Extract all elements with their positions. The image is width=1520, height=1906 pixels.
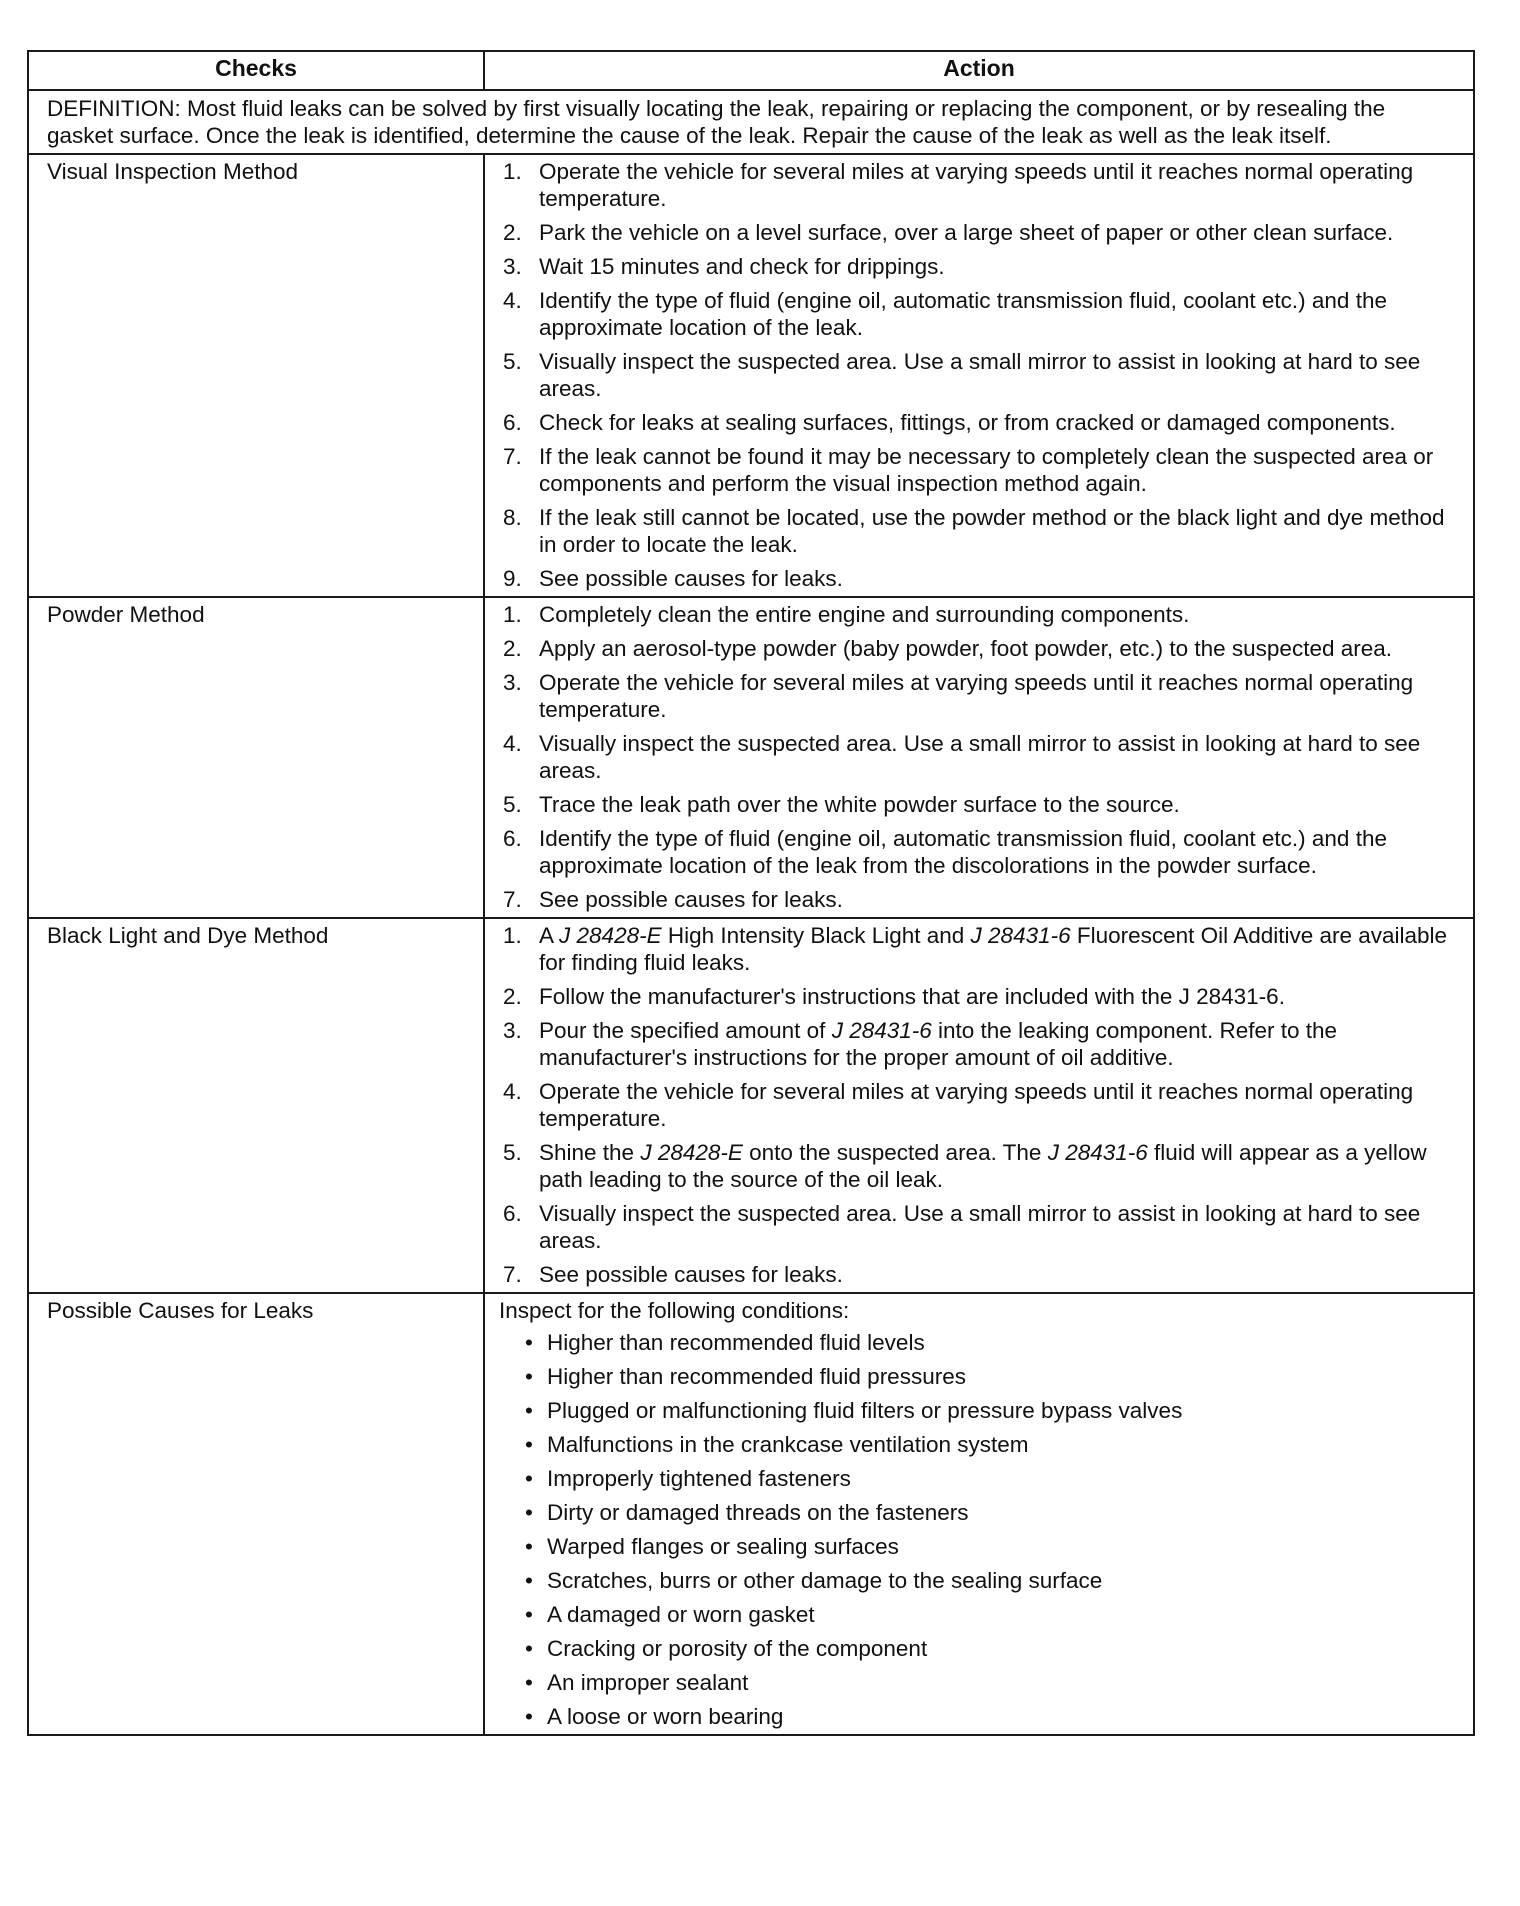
step-text: Wait 15 minutes and check for drippings. xyxy=(539,254,945,279)
cause-text: Malfunctions in the crankcase ventilation system xyxy=(547,1432,1029,1457)
step-text: Visually inspect the suspected area. Use a small mirror to assist in looking at hard to see areas. xyxy=(539,731,1421,783)
cause-text: Cracking or porosity of the component xyxy=(547,1636,928,1661)
list-item xyxy=(525,1635,1463,1662)
step-text-part: Fluorescent Oil Additive are available for finding fluid leaks. xyxy=(539,923,1448,975)
step-number: 5. xyxy=(503,792,522,817)
cause-text: Higher than recommended fluid pressures xyxy=(547,1364,966,1389)
bullet-icon: • xyxy=(525,1670,533,1695)
powder-method-steps xyxy=(499,601,1463,913)
step-item xyxy=(499,287,1463,341)
check-label-black-light-method: Black Light and Dye Method xyxy=(28,918,484,1293)
step-text-part: onto the suspected area. The xyxy=(742,1140,1048,1165)
step-number: 4. xyxy=(503,1079,522,1104)
step-text: Trace the leak path over the white powder surface to the source. xyxy=(539,792,1180,817)
bullet-icon: • xyxy=(525,1704,533,1729)
step-text: Visually inspect the suspected area. Use a small mirror to assist in looking at hard to see areas. xyxy=(539,1201,1421,1253)
step-text: Completely clean the entire engine and surrounding components. xyxy=(539,602,1190,627)
action-column-header: Action xyxy=(484,51,1474,90)
step-text-part: Shine the xyxy=(539,1140,641,1165)
step-number: 1. xyxy=(503,923,522,948)
header-row xyxy=(28,51,1474,90)
cause-text: An improper sealant xyxy=(547,1670,749,1695)
check-label-visual-inspection: Visual Inspection Method xyxy=(28,154,484,597)
step-text: Identify the type of fluid (engine oil, automatic transmission fluid, coolant etc.) and the approximate location of the leak. xyxy=(539,288,1387,340)
step-number: 6. xyxy=(503,1201,522,1226)
step-item xyxy=(499,409,1463,436)
step-text-part: fluid will appear as a yellow path leading to the source of the oil leak. xyxy=(539,1140,1427,1192)
causes-list xyxy=(499,1329,1463,1730)
visual-inspection-row xyxy=(28,154,1474,597)
cause-text: Plugged or malfunctioning fluid filters or pressure bypass valves xyxy=(547,1398,1183,1423)
definition-row xyxy=(28,90,1474,154)
bullet-icon: • xyxy=(525,1466,533,1491)
cause-text: Scratches, burrs or other damage to the sealing surface xyxy=(547,1568,1103,1593)
step-item xyxy=(499,348,1463,402)
tool-reference: J 28431-6 xyxy=(1047,1140,1148,1165)
step-text xyxy=(539,1139,1463,1193)
step-number: 6. xyxy=(503,826,522,851)
step-number: 2. xyxy=(503,984,522,1009)
bullet-icon: • xyxy=(525,1500,533,1525)
cause-text: Dirty or damaged threads on the fasteners xyxy=(547,1500,969,1525)
list-item xyxy=(525,1669,1463,1696)
powder-method-row xyxy=(28,597,1474,918)
step-text xyxy=(539,922,1463,976)
cause-text: Higher than recommended fluid levels xyxy=(547,1330,925,1355)
step-item xyxy=(499,219,1463,246)
step-text-part: Pour the specified amount of xyxy=(539,1018,832,1043)
bullet-icon: • xyxy=(525,1568,533,1593)
step-number: 7. xyxy=(503,887,522,912)
step-number: 5. xyxy=(503,349,522,374)
step-item xyxy=(499,886,1463,913)
step-text: Park the vehicle on a level surface, over a large sheet of paper or other clean surface. xyxy=(539,220,1394,245)
step-text xyxy=(539,1017,1463,1071)
fluid-leak-diagnosis-table xyxy=(27,50,1475,1736)
step-number: 2. xyxy=(503,220,522,245)
definition-text: DEFINITION: Most fluid leaks can be solved by first visually locating the leak, repairing or replacing the component, or by resealing the gasket surface. Once the leak is identified, determine the cause of the leak. Repair the cause of the leak as well as the leak itself. xyxy=(28,90,1474,154)
black-light-method-steps xyxy=(499,922,1463,1288)
step-text: See possible causes for leaks. xyxy=(539,887,843,912)
step-text: Apply an aerosol-type powder (baby powder, foot powder, etc.) to the suspected area. xyxy=(539,636,1393,661)
step-item xyxy=(499,1078,1463,1132)
step-text: See possible causes for leaks. xyxy=(539,566,843,591)
step-item xyxy=(499,253,1463,280)
step-item xyxy=(499,825,1463,879)
step-item xyxy=(499,601,1463,628)
step-text: Check for leaks at sealing surfaces, fittings, or from cracked or damaged components. xyxy=(539,410,1396,435)
step-text: See possible causes for leaks. xyxy=(539,1262,843,1287)
step-number: 4. xyxy=(503,731,522,756)
tool-reference: J 28428-E xyxy=(640,1140,743,1165)
step-number: 3. xyxy=(503,670,522,695)
bullet-icon: • xyxy=(525,1534,533,1559)
action-cell-visual-inspection xyxy=(484,154,1474,597)
step-number: 3. xyxy=(503,254,522,279)
list-item xyxy=(525,1601,1463,1628)
visual-inspection-steps xyxy=(499,158,1463,592)
step-item xyxy=(499,504,1463,558)
bullet-icon: • xyxy=(525,1364,533,1389)
step-item xyxy=(499,635,1463,662)
possible-causes-row xyxy=(28,1293,1474,1735)
step-number: 1. xyxy=(503,159,522,184)
cause-text: A loose or worn bearing xyxy=(547,1704,784,1729)
step-item xyxy=(499,1017,1463,1071)
step-item xyxy=(499,158,1463,212)
cause-text: Improperly tightened fasteners xyxy=(547,1466,851,1491)
list-item xyxy=(525,1363,1463,1390)
tool-reference: J 28428-E xyxy=(559,923,662,948)
step-item xyxy=(499,922,1463,976)
step-item xyxy=(499,1261,1463,1288)
step-number: 7. xyxy=(503,1262,522,1287)
list-item xyxy=(525,1567,1463,1594)
list-item xyxy=(525,1533,1463,1560)
bullet-icon: • xyxy=(525,1330,533,1355)
action-cell-black-light-method xyxy=(484,918,1474,1293)
step-item xyxy=(499,730,1463,784)
step-text: Follow the manufacturer's instructions that are included with the J 28431-6. xyxy=(539,984,1285,1009)
step-number: 2. xyxy=(503,636,522,661)
step-text: Identify the type of fluid (engine oil, automatic transmission fluid, coolant etc.) and the approximate location of the leak from the discolorations in the powder surface. xyxy=(539,826,1387,878)
action-cell-powder-method xyxy=(484,597,1474,918)
bullet-icon: • xyxy=(525,1432,533,1457)
step-number: 6. xyxy=(503,410,522,435)
step-text: Operate the vehicle for several miles at varying speeds until it reaches normal operating temperature. xyxy=(539,670,1414,722)
step-text-part: A xyxy=(539,923,560,948)
cause-text: A damaged or worn gasket xyxy=(547,1602,815,1627)
step-text: If the leak still cannot be located, use the powder method or the black light and dye method in order to locate the leak. xyxy=(539,505,1445,557)
tool-reference: J 28431-6 xyxy=(831,1018,932,1043)
step-text: Operate the vehicle for several miles at varying speeds until it reaches normal operating temperature. xyxy=(539,159,1414,211)
step-number: 3. xyxy=(503,1018,522,1043)
step-text-part: into the leaking component. Refer to the manufacturer's instructions for the proper amount of oil additive. xyxy=(539,1018,1338,1070)
step-number: 9. xyxy=(503,566,522,591)
step-number: 1. xyxy=(503,602,522,627)
step-item xyxy=(499,1200,1463,1254)
bullet-icon: • xyxy=(525,1636,533,1661)
list-item xyxy=(525,1465,1463,1492)
step-text-part: High Intensity Black Light and xyxy=(661,923,971,948)
step-text: If the leak cannot be found it may be necessary to completely clean the suspected area or components and perform the visual inspection method again. xyxy=(539,444,1434,496)
list-item xyxy=(525,1431,1463,1458)
cause-text: Warped flanges or sealing surfaces xyxy=(547,1534,899,1559)
step-number: 7. xyxy=(503,444,522,469)
action-cell-possible-causes xyxy=(484,1293,1474,1735)
step-text: Operate the vehicle for several miles at varying speeds until it reaches normal operating temperature. xyxy=(539,1079,1414,1131)
tool-reference: J 28431-6 xyxy=(970,923,1071,948)
causes-intro: Inspect for the following conditions: xyxy=(499,1298,850,1323)
list-item xyxy=(525,1397,1463,1424)
step-item xyxy=(499,1139,1463,1193)
step-number: 4. xyxy=(503,288,522,313)
step-item xyxy=(499,443,1463,497)
list-item xyxy=(525,1329,1463,1356)
step-item xyxy=(499,791,1463,818)
step-item xyxy=(499,669,1463,723)
step-item xyxy=(499,565,1463,592)
black-light-method-row xyxy=(28,918,1474,1293)
check-label-powder-method: Powder Method xyxy=(28,597,484,918)
list-item xyxy=(525,1703,1463,1730)
list-item xyxy=(525,1499,1463,1526)
step-number: 5. xyxy=(503,1140,522,1165)
bullet-icon: • xyxy=(525,1602,533,1627)
checks-column-header: Checks xyxy=(28,51,484,90)
check-label-possible-causes: Possible Causes for Leaks xyxy=(28,1293,484,1735)
step-number: 8. xyxy=(503,505,522,530)
bullet-icon: • xyxy=(525,1398,533,1423)
step-item xyxy=(499,983,1463,1010)
step-text: Visually inspect the suspected area. Use a small mirror to assist in looking at hard to see areas. xyxy=(539,349,1421,401)
